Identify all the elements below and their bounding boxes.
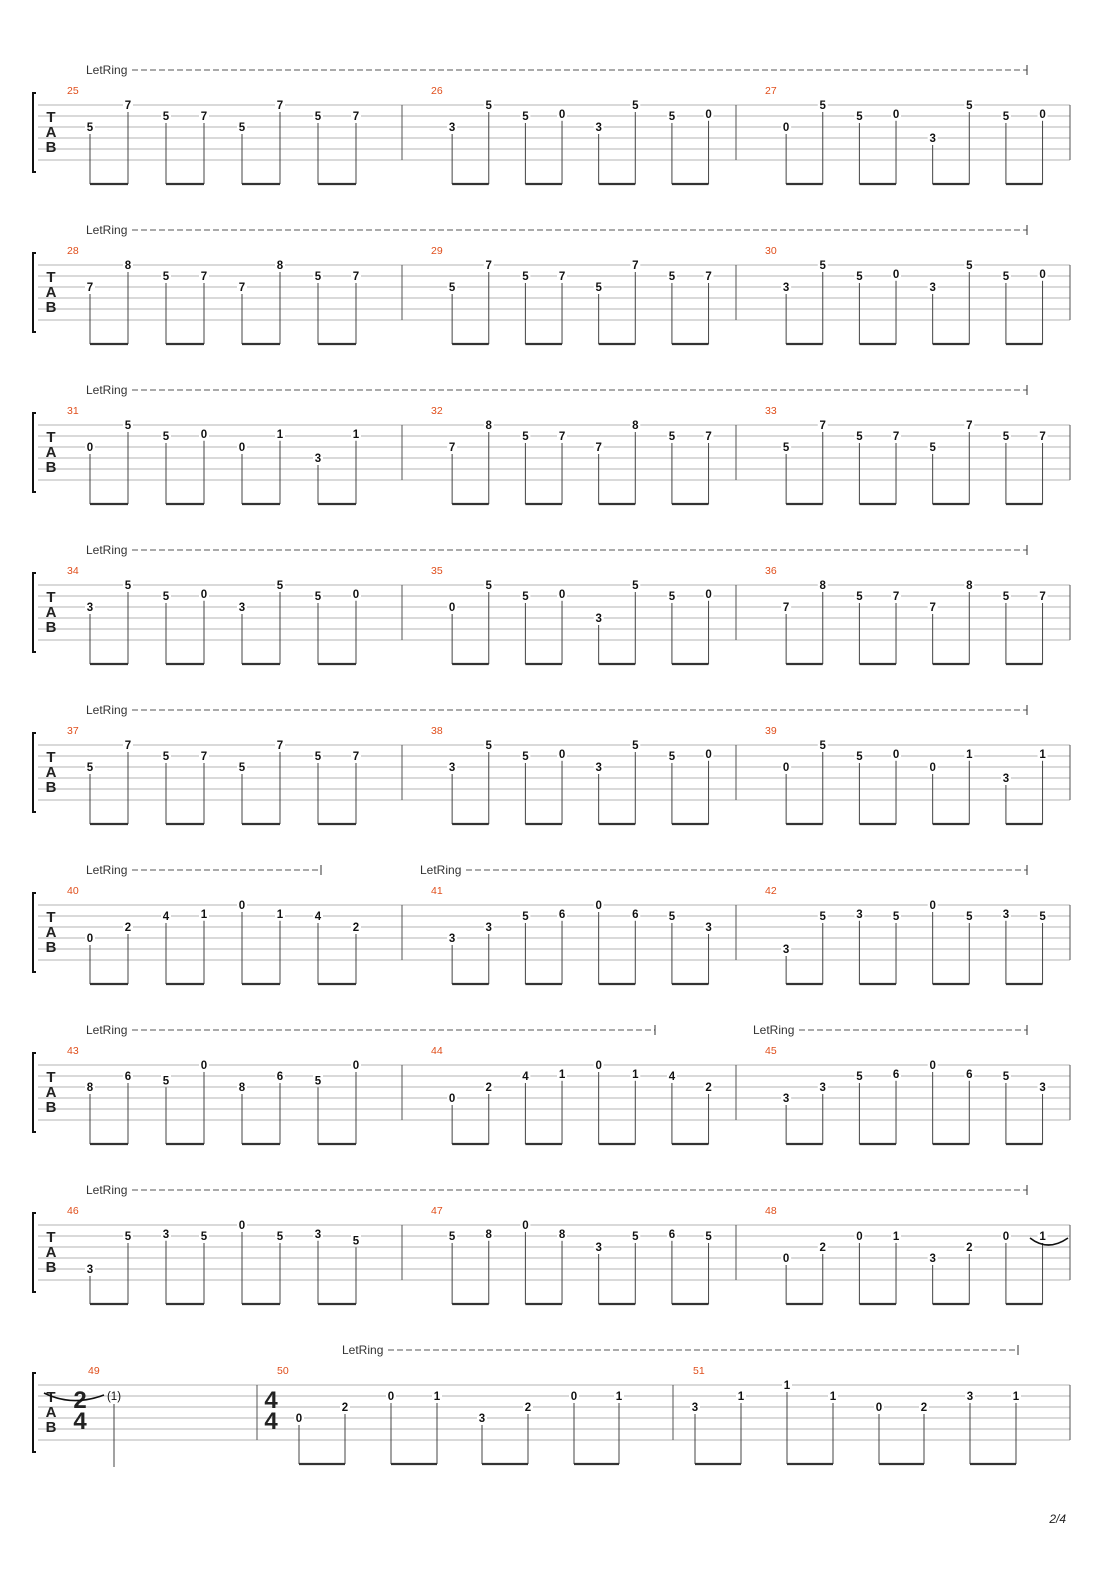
system-4-fret-number: 5 [668, 591, 676, 603]
system-3-fret-number: 1 [276, 428, 284, 441]
system-5-let-ring-label: LetRing [86, 703, 128, 717]
system-3-fret-number: 7 [448, 442, 456, 454]
system-9-fret-number: 3 [966, 1391, 974, 1403]
system-1-fret-number: 5 [238, 122, 246, 134]
system-7-fret-number: 2 [485, 1082, 492, 1094]
system-3-fret-number: 7 [705, 431, 712, 443]
system-7-fret-number: 6 [124, 1071, 132, 1083]
system-7-bracket [33, 1053, 36, 1132]
system-6-fret-number: 3 [1002, 908, 1010, 921]
system-5-fret-number: 5 [86, 762, 94, 774]
system-9-tab-letter: A [45, 1404, 57, 1421]
system-4-fret-number: 7 [929, 602, 936, 614]
system-3-fret-number: 7 [595, 442, 602, 454]
system-2-fret-number: 3 [929, 282, 936, 294]
system-2-fret-number: 0 [1039, 268, 1046, 281]
system-3-measure-number: 32 [431, 405, 443, 417]
system-4-fret-number: 0 [705, 588, 712, 601]
system-4-fret-number: 0 [558, 588, 566, 601]
system-6-fret-number: 5 [522, 911, 529, 923]
system-1-fret-number: 5 [632, 100, 639, 112]
system-3-fret-number: 0 [200, 428, 208, 441]
system-4-tab-letter: B [45, 619, 57, 636]
system-6-tab-letter: T [46, 909, 56, 926]
system-3-fret-number: 5 [668, 431, 676, 443]
system-9-fret-number: 3 [691, 1402, 699, 1414]
system-4-tab-letter: T [46, 589, 56, 606]
system-8-fret-number: 5 [124, 1231, 132, 1243]
system-6-fret-number: 5 [892, 911, 900, 923]
system-7-fret-number: 5 [162, 1075, 170, 1088]
system-2-tab-letter: T [46, 269, 56, 286]
system-5-fret-number: 7 [276, 740, 284, 752]
system-4-bracket [33, 573, 36, 652]
system-6-fret-number: 5 [966, 911, 973, 923]
system-7-measure-number: 43 [67, 1045, 79, 1057]
system-6-fret-number: 5 [819, 911, 826, 923]
system-3-fret-number: 8 [485, 420, 492, 432]
system-7-fret-number: 4 [522, 1071, 529, 1083]
system-6-fret-number: 1 [276, 908, 284, 921]
system-7-fret-number: 5 [314, 1075, 322, 1088]
system-8-fret-number: 5 [448, 1231, 456, 1243]
system-9-fret-number: 2 [341, 1402, 349, 1414]
system-2-tab-letter: B [45, 299, 57, 316]
system-8-fret-number: 0 [238, 1220, 246, 1232]
system-8-let-ring-label: LetRing [86, 1183, 128, 1197]
system-6-fret-number: 6 [632, 908, 639, 921]
system-5-fret-number: 5 [856, 751, 863, 763]
system-9-measure-number: 51 [693, 1365, 705, 1377]
system-1-measure-number: 27 [765, 85, 777, 97]
system-4-fret-number: 3 [238, 602, 246, 614]
system-7-fret-number: 0 [448, 1093, 456, 1105]
system-5-fret-number: 5 [162, 751, 170, 763]
system-4-fret-number: 0 [352, 588, 360, 601]
system-3-fret-number: 7 [892, 431, 900, 443]
system-4-measure-number: 35 [431, 565, 443, 577]
system-3-fret-number: 7 [1039, 431, 1046, 443]
system-1-bracket [33, 93, 36, 172]
system-4-fret-number: 5 [856, 591, 863, 603]
system-1-measure-number: 26 [431, 85, 443, 97]
system-6-fret-number: 6 [558, 908, 566, 921]
system-6-fret-number: 5 [1039, 911, 1046, 923]
system-8-fret-number: 3 [595, 1242, 602, 1254]
system-7-let-ring-label: LetRing [753, 1023, 795, 1037]
system-8-fret-number: 5 [632, 1231, 639, 1243]
system-4-tab-letter: A [45, 604, 57, 621]
system-5-fret-number: 0 [929, 762, 936, 774]
system-7-measure-number: 44 [431, 1045, 443, 1057]
system-4-fret-number: 5 [1002, 591, 1010, 603]
system-8-fret-number: 3 [86, 1264, 94, 1276]
system-7-tab-letter: B [45, 1099, 57, 1116]
system-6-fret-number: 3 [782, 944, 790, 956]
system-6-let-ring-label: LetRing [86, 863, 128, 877]
system-8-fret-number: 0 [522, 1220, 529, 1232]
system-6-fret-number: 0 [86, 933, 94, 945]
system-7-measure-number: 45 [765, 1045, 777, 1057]
system-1-fret-number: 7 [352, 111, 360, 123]
system-9-bracket [33, 1373, 36, 1452]
system-4-fret-number: 0 [200, 588, 208, 601]
system-4-fret-number: 8 [966, 580, 973, 592]
system-2-fret-number: 7 [86, 282, 94, 294]
system-6-fret-number: 2 [124, 922, 132, 934]
system-1-fret-number: 3 [595, 122, 602, 134]
system-4-fret-number: 7 [782, 602, 790, 614]
system-3-bracket [33, 413, 36, 492]
system-4-measure-number: 34 [67, 565, 79, 577]
system-1-fret-number: 5 [856, 111, 863, 123]
system-7-fret-number: 8 [86, 1082, 94, 1094]
system-9-time-signature-bottom: 4 [264, 1408, 278, 1435]
system-3-fret-number: 5 [856, 431, 863, 443]
system-6-fret-number: 0 [929, 900, 936, 912]
system-7-fret-number: 6 [892, 1068, 900, 1081]
system-8-bracket [33, 1213, 36, 1292]
system-5-fret-number: 5 [238, 762, 246, 774]
system-2-fret-number: 7 [632, 260, 639, 272]
system-4-fret-number: 5 [314, 591, 322, 603]
system-1-tab-letter: B [45, 139, 57, 156]
system-7-tab-letter: T [46, 1069, 56, 1086]
system-9-fret-number: 3 [478, 1413, 486, 1425]
system-9-tab-letter: B [45, 1419, 57, 1436]
system-4-fret-number: 5 [485, 580, 492, 592]
system-8-tab-letter: B [45, 1259, 57, 1276]
system-2-fret-number: 5 [448, 282, 456, 294]
system-9-fret-number: 0 [570, 1391, 578, 1403]
system-3-tab-letter: B [45, 459, 57, 476]
system-8-fret-number: 2 [966, 1242, 973, 1254]
system-9-let-ring-label: LetRing [342, 1343, 384, 1357]
system-6-measure-number: 41 [431, 885, 443, 897]
system-1-fret-number: 3 [929, 133, 936, 145]
system-4-fret-number: 7 [1039, 591, 1046, 603]
system-7-fret-number: 0 [929, 1060, 936, 1072]
system-7-fret-number: 4 [668, 1071, 676, 1083]
system-2-fret-number: 8 [124, 260, 132, 272]
system-8-tie [1030, 1238, 1068, 1245]
system-8-measure-number: 46 [67, 1205, 79, 1217]
system-7-fret-number: 1 [632, 1068, 639, 1081]
system-8-fret-number: 8 [558, 1228, 566, 1241]
system-5-tab-letter: B [45, 779, 57, 796]
system-3-fret-number: 5 [522, 431, 529, 443]
system-2-fret-number: 5 [522, 271, 529, 283]
system-4-fret-number: 5 [124, 580, 132, 592]
system-8-fret-number: 3 [162, 1228, 170, 1241]
system-9-time-signature-bottom: 4 [73, 1408, 87, 1435]
system-2-measure-number: 30 [765, 245, 777, 257]
system-1-fret-number: 5 [522, 111, 529, 123]
system-3-fret-number: 1 [352, 428, 360, 441]
system-9-fret-number: 1 [783, 1380, 791, 1392]
system-6-fret-number: 0 [238, 900, 246, 912]
system-6-measure-number: 40 [67, 885, 79, 897]
system-3-fret-number: 3 [314, 453, 322, 465]
system-1-fret-number: 0 [1039, 108, 1046, 121]
system-1-fret-number: 5 [485, 100, 492, 112]
system-2-bracket [33, 253, 36, 332]
system-8-fret-number: 3 [314, 1228, 322, 1241]
system-2-let-ring-label: LetRing [86, 223, 128, 237]
system-5-fret-number: 3 [595, 762, 602, 774]
system-1-fret-number: 3 [448, 122, 456, 134]
system-2-fret-number: 5 [668, 271, 676, 283]
system-6-fret-number: 3 [856, 908, 863, 921]
system-9-measure-number: 49 [88, 1365, 100, 1377]
system-9-fret-number: (1) [106, 1391, 122, 1403]
system-8-fret-number: 0 [782, 1253, 790, 1265]
system-3-fret-number: 8 [632, 420, 639, 432]
system-6-fret-number: 3 [485, 922, 492, 934]
system-1-fret-number: 7 [276, 100, 284, 112]
system-7-fret-number: 6 [966, 1068, 973, 1081]
system-1-fret-number: 0 [782, 122, 790, 134]
system-9-fret-number: 2 [524, 1402, 532, 1414]
system-9-fret-number: 0 [295, 1413, 303, 1425]
system-6-let-ring-label: LetRing [420, 863, 462, 877]
system-5-fret-number: 1 [966, 748, 973, 761]
system-1-fret-number: 5 [1002, 111, 1010, 123]
system-2-fret-number: 7 [200, 271, 208, 283]
system-5-fret-number: 0 [782, 762, 790, 774]
system-7-fret-number: 1 [558, 1068, 566, 1081]
system-5-fret-number: 5 [522, 751, 529, 763]
system-8-fret-number: 5 [705, 1231, 712, 1243]
system-5-fret-number: 3 [448, 762, 456, 774]
system-4-fret-number: 3 [595, 613, 602, 625]
system-8-measure-number: 48 [765, 1205, 777, 1217]
system-5-fret-number: 3 [1002, 773, 1010, 785]
system-1-tab-letter: A [45, 124, 57, 141]
system-2-fret-number: 7 [485, 260, 492, 272]
system-7-fret-number: 0 [200, 1060, 208, 1072]
system-2-fret-number: 7 [238, 282, 246, 294]
system-7-fret-number: 3 [1039, 1082, 1046, 1094]
system-2-fret-number: 0 [892, 268, 900, 281]
system-7-tab-letter: A [45, 1084, 57, 1101]
system-2-fret-number: 3 [782, 282, 790, 294]
system-8-fret-number: 1 [1039, 1231, 1046, 1243]
system-3-fret-number: 0 [238, 442, 246, 454]
system-8-fret-number: 5 [276, 1231, 284, 1243]
system-5-bracket [33, 733, 36, 812]
system-4-fret-number: 5 [276, 580, 284, 592]
system-6-measure-number: 42 [765, 885, 777, 897]
system-3-fret-number: 7 [966, 420, 973, 432]
system-1-tab-letter: T [46, 109, 56, 126]
system-7-fret-number: 0 [595, 1060, 602, 1072]
system-1-fret-number: 5 [966, 100, 973, 112]
system-1-fret-number: 7 [124, 100, 132, 112]
system-2-fret-number: 5 [856, 271, 863, 283]
system-8-fret-number: 3 [929, 1253, 936, 1265]
system-3-fret-number: 5 [782, 442, 790, 454]
system-3-fret-number: 7 [819, 420, 826, 432]
system-6-fret-number: 4 [162, 911, 170, 923]
system-4-fret-number: 5 [162, 591, 170, 603]
system-6-bracket [33, 893, 36, 972]
system-8-fret-number: 0 [856, 1231, 863, 1243]
system-9-fret-number: 1 [829, 1391, 837, 1403]
system-3-let-ring-label: LetRing [86, 383, 128, 397]
system-4-let-ring-label: LetRing [86, 543, 128, 557]
system-8-fret-number: 0 [1002, 1231, 1010, 1243]
system-5-fret-number: 5 [668, 751, 676, 763]
system-3-measure-number: 31 [67, 405, 79, 417]
system-3-tab-letter: T [46, 429, 56, 446]
system-2-fret-number: 7 [705, 271, 712, 283]
system-1-fret-number: 7 [200, 111, 208, 123]
system-5-fret-number: 1 [1039, 748, 1046, 761]
system-7-fret-number: 0 [352, 1060, 360, 1072]
system-7-fret-number: 6 [276, 1071, 284, 1083]
system-2-measure-number: 29 [431, 245, 443, 257]
system-5-fret-number: 7 [352, 751, 360, 763]
system-9-fret-number: 0 [387, 1391, 395, 1403]
system-3-fret-number: 5 [929, 442, 936, 454]
system-9-time-signature-top: 2 [73, 1387, 87, 1414]
system-4-fret-number: 3 [86, 602, 94, 614]
system-1-fret-number: 5 [162, 111, 170, 123]
system-2-fret-number: 5 [314, 271, 322, 283]
system-7-fret-number: 2 [705, 1082, 712, 1094]
system-8-fret-number: 6 [668, 1228, 676, 1241]
system-6-fret-number: 3 [448, 933, 456, 945]
system-1-fret-number: 5 [819, 100, 826, 112]
system-8-fret-number: 8 [485, 1228, 492, 1241]
system-4-measure-number: 36 [765, 565, 777, 577]
system-1-fret-number: 5 [668, 111, 676, 123]
system-6-fret-number: 0 [595, 900, 602, 912]
system-3-fret-number: 7 [558, 431, 566, 443]
system-5-fret-number: 5 [632, 740, 639, 752]
system-7-fret-number: 8 [238, 1082, 246, 1094]
system-5-fret-number: 5 [819, 740, 826, 752]
system-4-fret-number: 5 [632, 580, 639, 592]
system-8-fret-number: 5 [200, 1231, 208, 1243]
system-5-measure-number: 39 [765, 725, 777, 737]
system-3-fret-number: 5 [124, 420, 132, 432]
system-6-tab-letter: B [45, 939, 57, 956]
system-6-fret-number: 1 [200, 908, 208, 921]
system-2-fret-number: 5 [966, 260, 973, 272]
system-9-fret-number: 1 [433, 1391, 441, 1403]
system-2-fret-number: 8 [276, 260, 284, 272]
system-2-fret-number: 7 [352, 271, 360, 283]
system-5-fret-number: 5 [485, 740, 492, 752]
system-5-fret-number: 0 [892, 748, 900, 761]
system-7-fret-number: 5 [856, 1071, 863, 1083]
system-1-fret-number: 0 [558, 108, 566, 121]
system-2-fret-number: 5 [1002, 271, 1010, 283]
system-5-fret-number: 7 [200, 751, 208, 763]
system-9-measure-number: 50 [277, 1365, 289, 1377]
system-4-fret-number: 0 [448, 602, 456, 614]
system-4-fret-number: 8 [819, 580, 826, 592]
system-9-fret-number: 2 [920, 1402, 928, 1414]
system-5-measure-number: 38 [431, 725, 443, 737]
system-9-fret-number: 0 [875, 1402, 883, 1414]
system-3-tab-letter: A [45, 444, 57, 461]
system-1-fret-number: 5 [314, 111, 322, 123]
system-2-fret-number: 5 [595, 282, 602, 294]
system-6-tab-letter: A [45, 924, 57, 941]
system-6-fret-number: 5 [668, 911, 676, 923]
system-9-fret-number: 1 [615, 1391, 623, 1403]
system-6-fret-number: 4 [314, 911, 322, 923]
system-5-fret-number: 0 [558, 748, 566, 761]
system-7-let-ring-label: LetRing [86, 1023, 128, 1037]
system-5-fret-number: 0 [705, 748, 712, 761]
page-number: 2/4 [1049, 1512, 1066, 1526]
system-9-fret-number: 1 [1012, 1391, 1020, 1403]
system-5-fret-number: 5 [314, 751, 322, 763]
system-1-fret-number: 0 [705, 108, 712, 121]
system-3-fret-number: 5 [1002, 431, 1010, 443]
system-1-measure-number: 25 [67, 85, 79, 97]
system-3-fret-number: 0 [86, 442, 94, 454]
system-5-measure-number: 37 [67, 725, 79, 737]
system-5-tab-letter: A [45, 764, 57, 781]
system-2-fret-number: 7 [558, 271, 566, 283]
system-9-tab-letter: T [46, 1389, 56, 1406]
system-2-fret-number: 5 [819, 260, 826, 272]
system-4-fret-number: 7 [892, 591, 900, 603]
system-7-fret-number: 3 [782, 1093, 790, 1105]
system-2-fret-number: 5 [162, 271, 170, 283]
system-2-measure-number: 28 [67, 245, 79, 257]
system-8-fret-number: 1 [892, 1231, 900, 1243]
system-1-fret-number: 5 [86, 122, 94, 134]
system-3-measure-number: 33 [765, 405, 777, 417]
system-2-tab-letter: A [45, 284, 57, 301]
system-9-fret-number: 1 [737, 1391, 745, 1403]
system-8-measure-number: 47 [431, 1205, 443, 1217]
system-4-fret-number: 5 [522, 591, 529, 603]
system-3-fret-number: 5 [162, 431, 170, 443]
system-8-fret-number: 2 [819, 1242, 826, 1254]
system-7-fret-number: 5 [1002, 1071, 1010, 1083]
system-6-fret-number: 2 [352, 922, 360, 934]
system-8-tab-letter: T [46, 1229, 56, 1246]
system-5-fret-number: 7 [124, 740, 132, 752]
system-5-tab-letter: T [46, 749, 56, 766]
system-7-fret-number: 3 [819, 1082, 826, 1094]
system-8-tab-letter: A [45, 1244, 57, 1261]
system-1-let-ring-label: LetRing [86, 63, 128, 77]
system-9-time-signature-top: 4 [264, 1387, 278, 1414]
system-6-fret-number: 3 [705, 922, 712, 934]
system-1-fret-number: 0 [892, 108, 900, 121]
system-8-fret-number: 5 [352, 1235, 360, 1248]
